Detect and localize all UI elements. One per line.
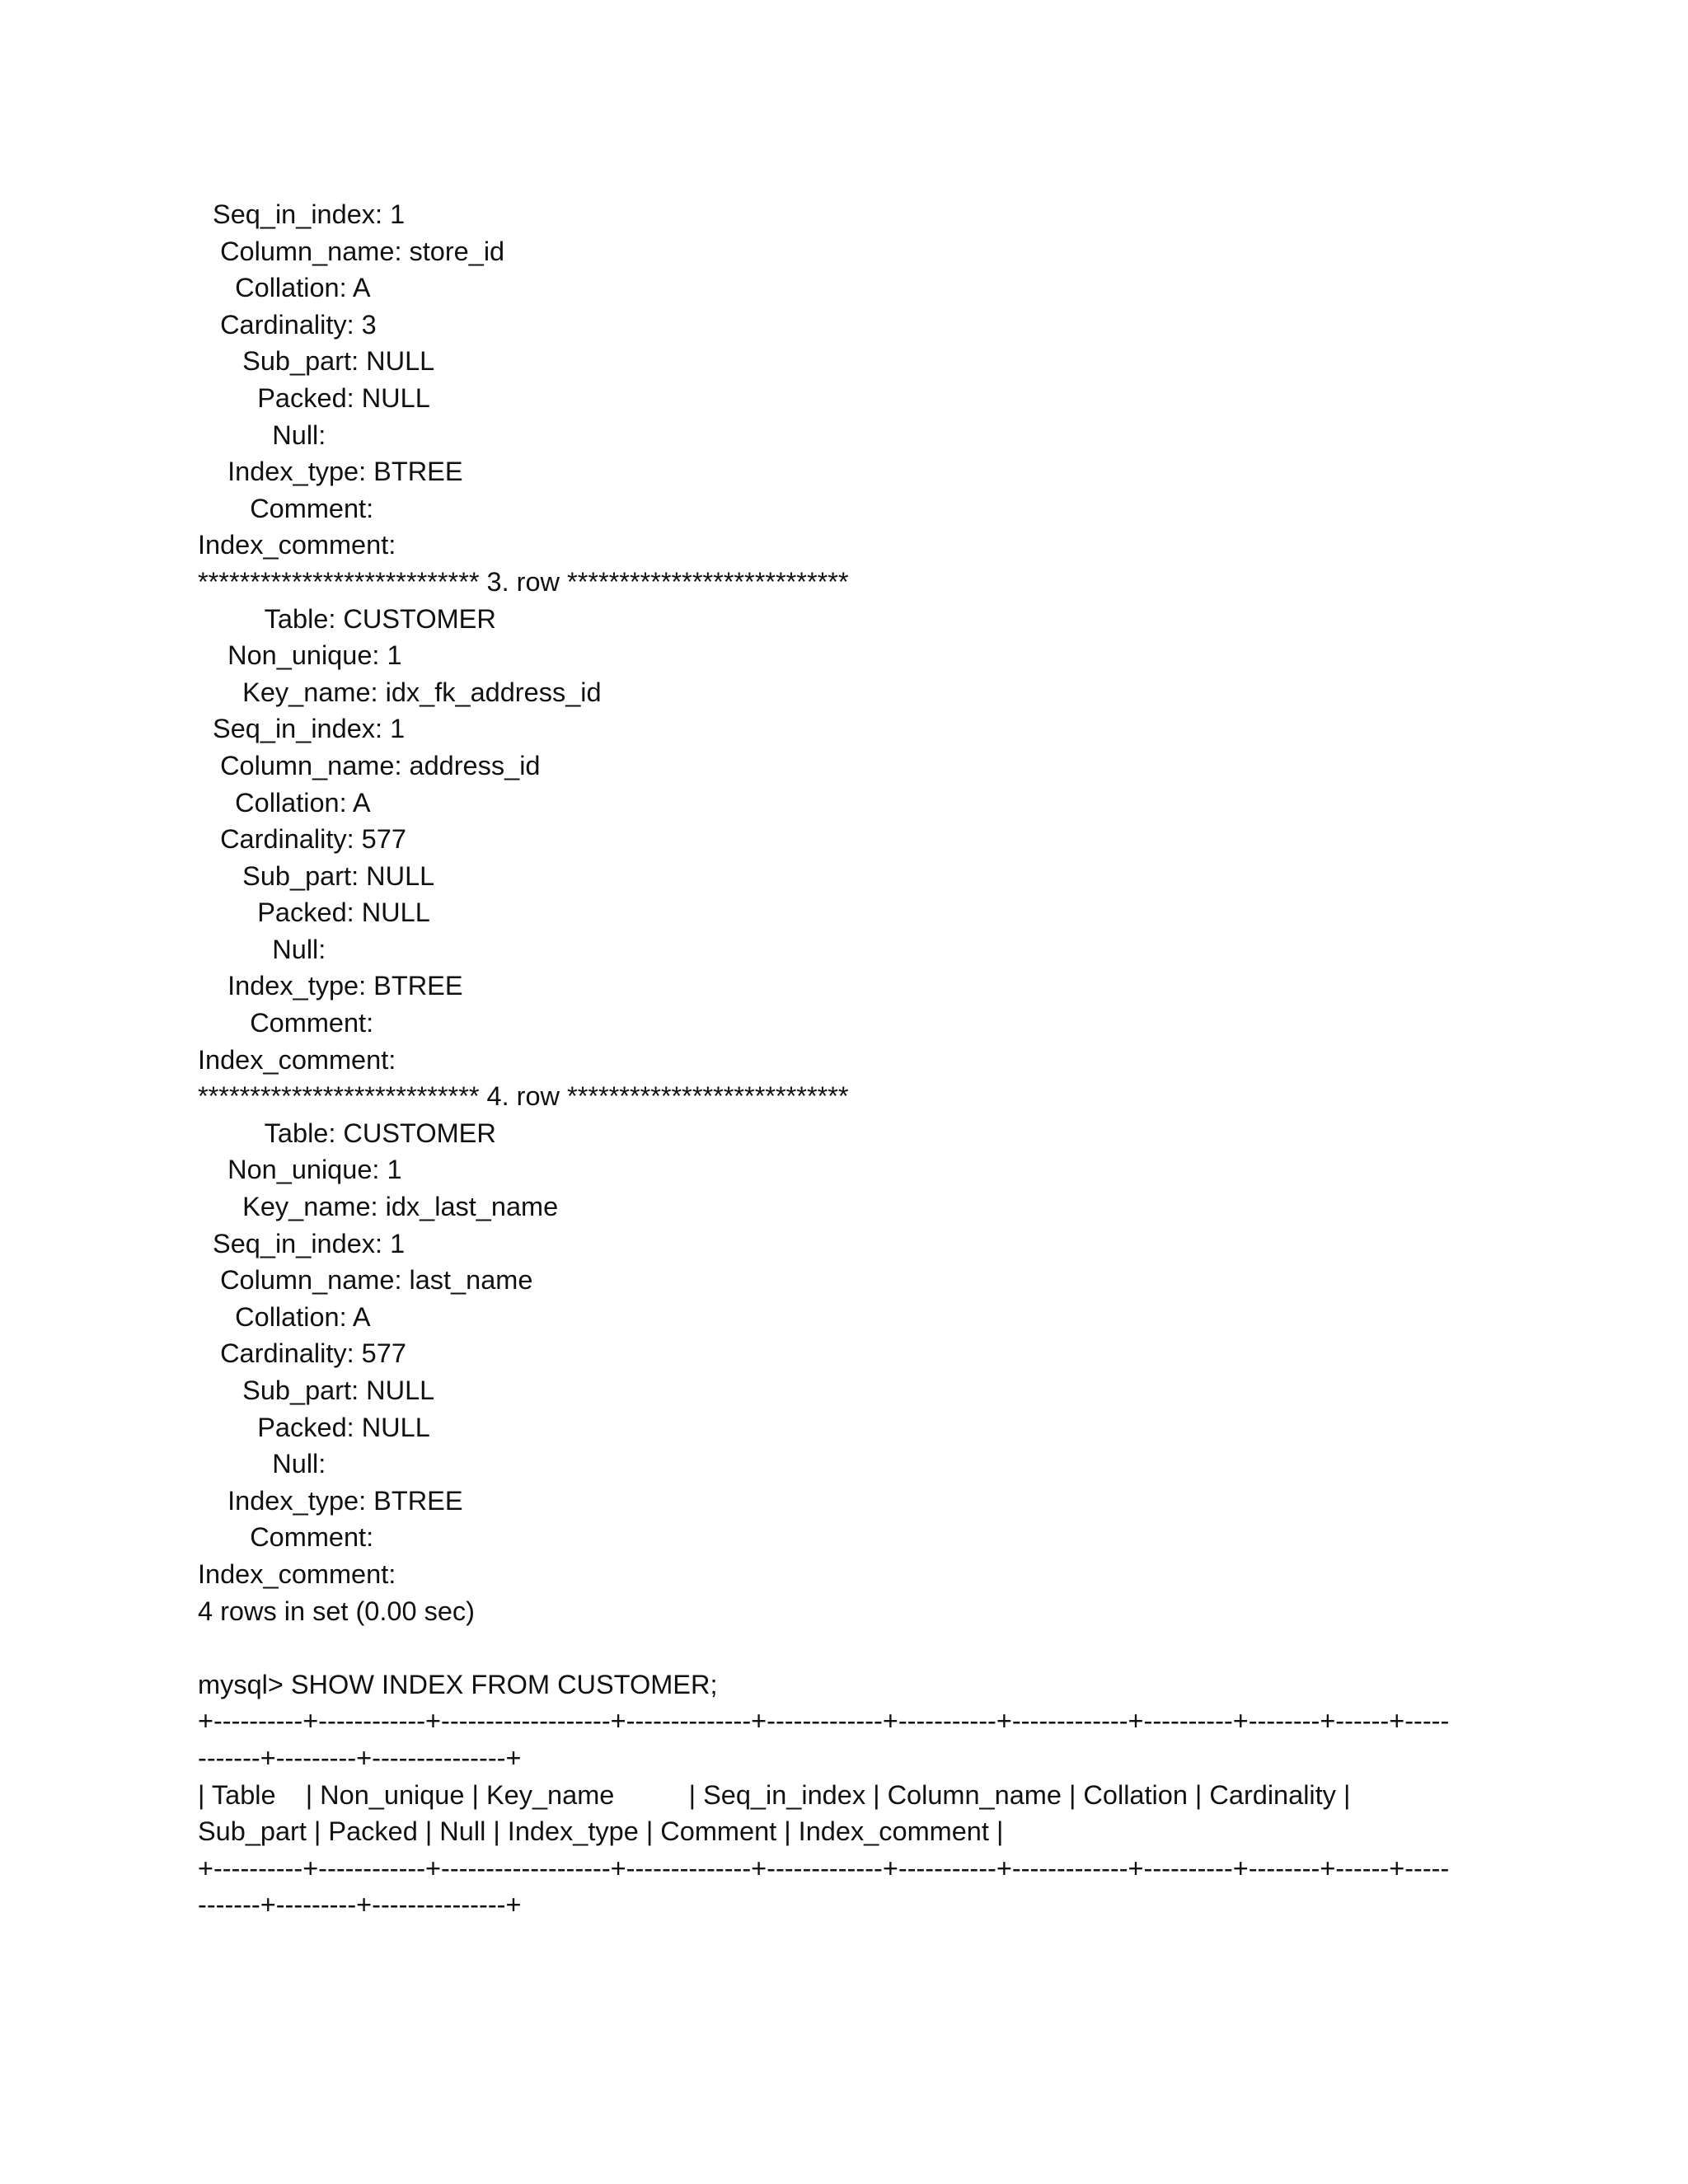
- field-line: Sub_part: NULL: [198, 346, 435, 377]
- field-line: Key_name: idx_fk_address_id: [198, 677, 602, 707]
- sql-command: mysql> SHOW INDEX FROM CUSTOMER;: [198, 1669, 718, 1699]
- field-line: Column_name: last_name: [198, 1265, 533, 1296]
- field-line: Seq_in_index: 1: [198, 1228, 406, 1258]
- field-line: Seq_in_index: 1: [198, 714, 406, 744]
- field-line: Null:: [198, 1449, 334, 1479]
- field-line: Cardinality: 577: [198, 824, 406, 855]
- field-line: Null:: [198, 934, 334, 964]
- field-line: Cardinality: 3: [198, 309, 377, 340]
- field-line: Column_name: address_id: [198, 750, 541, 780]
- field-line: Comment:: [198, 493, 382, 523]
- field-line: Comment:: [198, 1008, 382, 1038]
- table-border-continued: -------+---------+---------------+: [198, 1890, 522, 1920]
- row-separator: *************************** 3. row ***************************: [198, 566, 849, 597]
- field-line: Index_comment:: [198, 1558, 404, 1589]
- field-line: Packed: NULL: [198, 1412, 430, 1442]
- table-border: +----------+------------+-------------------+--------------+-------------+-----------+-------------+----------+--------+------+-----: [198, 1853, 1450, 1883]
- field-line: Non_unique: 1: [198, 1155, 402, 1185]
- field-line: Table: CUSTOMER: [198, 1118, 496, 1148]
- field-line: Packed: NULL: [198, 382, 430, 413]
- field-line: Cardinality: 577: [198, 1338, 406, 1369]
- field-line: Sub_part: NULL: [198, 860, 435, 891]
- field-line: Index_type: BTREE: [198, 1485, 463, 1516]
- field-line: Comment:: [198, 1522, 382, 1553]
- table-header: | Table | Non_unique | Key_name | Seq_in_index | Column_name | Collation | Cardinality |: [198, 1779, 1351, 1810]
- field-line: Collation: A: [198, 1301, 371, 1332]
- field-line: Seq_in_index: 1: [198, 199, 406, 229]
- field-line: Null:: [198, 419, 334, 450]
- field-line: Collation: A: [198, 273, 371, 303]
- field-line: Key_name: idx_last_name: [198, 1192, 559, 1222]
- field-line: Index_type: BTREE: [198, 457, 463, 487]
- field-line: Column_name: store_id: [198, 236, 505, 266]
- field-line: Packed: NULL: [198, 898, 430, 928]
- field-line: Sub_part: NULL: [198, 1376, 435, 1405]
- row-separator: *************************** 4. row ***************************: [198, 1081, 849, 1112]
- table-header-continued: Sub_part | Packed | Null | Index_type | Comment | Index_comment |: [198, 1816, 1004, 1847]
- table-border: +----------+------------+-------------------+--------------+-------------+-----------+-------------+----------+--------+------+-----: [198, 1706, 1450, 1736]
- console-output: [198, 196, 1517, 1924]
- blank-line: [198, 1629, 1517, 1666]
- field-line: Index_comment:: [198, 1044, 404, 1075]
- field-line: Collation: A: [198, 787, 371, 818]
- result-summary: 4 rows in set (0.00 sec): [198, 1596, 475, 1626]
- field-line: Index_type: BTREE: [198, 971, 463, 1001]
- field-line: Table: CUSTOMER: [198, 603, 496, 634]
- table-border-continued: -------+---------+---------------+: [198, 1742, 522, 1773]
- field-line: Index_comment:: [198, 530, 404, 560]
- field-line: Non_unique: 1: [198, 640, 402, 671]
